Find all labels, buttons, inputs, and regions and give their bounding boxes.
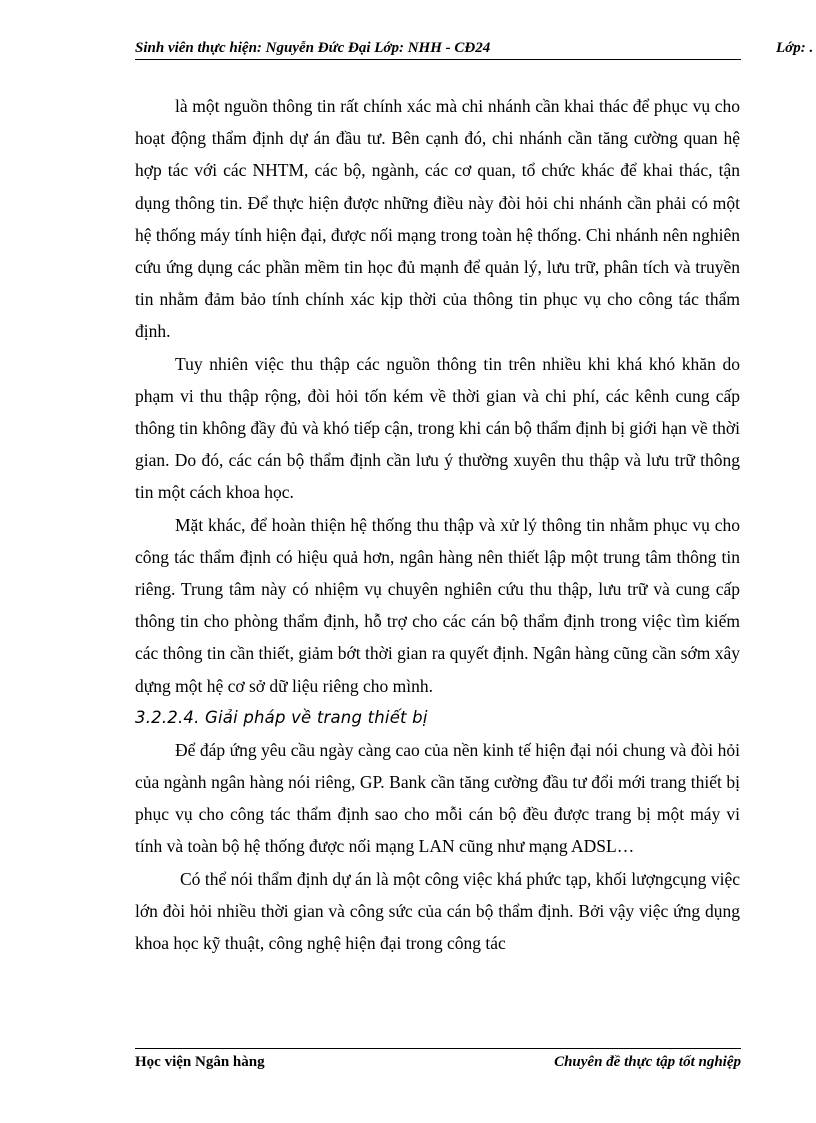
header-rule xyxy=(135,59,741,60)
body-paragraph-3: Mặt khác, để hoàn thiện hệ thống thu thập và xử lý thông tin nhằm phục vụ cho công tác thẩm định có hiệu quả hơn, ngân hàng nên thiết lập một trung tâm thông tin riêng. Trung tâm này có nhiệm vụ chuyên nghiên cứu thu thập, lưu trữ và cung cấp thông tin cho phòng thẩm định, hỗ trợ cho các cán bộ thẩm định trong việc tìm kiếm các thông tin cần thiết, giảm bớt thời gian ra quyết định. Ngân hàng cũng cần sớm xây dựng một hệ cơ sở dữ liệu riêng cho mình. xyxy=(135,514,740,696)
document-body xyxy=(135,90,740,959)
body-paragraph-4: Để đáp ứng yêu cầu ngày càng cao của nền kinh tế hiện đại nói chung và đòi hỏi của ngành ngân hàng nói riêng, GP. Bank cần tăng cường đầu tư đổi mới trang thiết bị phục vụ cho công tác thẩm định sao cho mỗi cán bộ đều được trang bị một máy vi tính và toàn bộ hệ thống được nối mạng LAN cũng như mạng ADSL… xyxy=(135,739,740,857)
footer-document-type: Chuyên đề thực tập tốt nghiệp xyxy=(554,1054,741,1070)
section-heading: 3.2.2.4. Giải pháp về trang thiết bị xyxy=(135,707,428,727)
footer-rule xyxy=(135,1048,741,1049)
body-paragraph-1: là một nguồn thông tin rất chính xác mà chi nhánh cần khai thác để phục vụ cho hoạt động thẩm định dự án đầu tư. Bên cạnh đó, chi nhánh cần tăng cường quan hệ hợp tác với các NHTM, các bộ, ngành, các cơ quan, tổ chức khác để khai thác, tận dụng thông tin. Để thực hiện được những điều này đòi hỏi chi nhánh cần phải có một hệ thống máy tính hiện đại, được nối mạng trong toàn hệ thống. Chi nhánh nên nghiên cứu ứng dụng các phần mềm tin học đủ mạnh để quản lý, lưu trữ, phân tích và truyền tin nhằm đảm bảo tính chính xác kịp thời của thông tin phục vụ cho công tác thẩm định. xyxy=(135,96,740,342)
body-paragraph-5: Có thể nói thẩm định dự án là một công việc khá phức tạp, khối lượngcụng việc lớn đòi hỏi nhiều thời gian và công sức của cán bộ thẩm định. Bởi vậy việc ứng dụng khoa học kỹ thuật, công nghệ hiện đại trong công tác xyxy=(135,868,740,954)
footer-institution: Học viện Ngân hàng xyxy=(135,1054,265,1070)
header-student-info: Sinh viên thực hiện: Nguyễn Đức Đại Lớp: NHH - CĐ24 xyxy=(135,40,491,56)
header-class-label: Lớp: . xyxy=(776,40,814,56)
body-paragraph-2: Tuy nhiên việc thu thập các nguồn thông tin trên nhiều khi khá khó khăn do phạm vi thu thập rộng, đòi hỏi tốn kém về thời gian và chi phí, các kênh cung cấp thông tin không đầy đủ và khó tiếp cận, trong khi cán bộ thẩm định bị giới hạn về thời gian. Do đó, các cán bộ thẩm định cần lưu ý thường xuyên thu thập và lưu trữ thông tin một cách khoa học. xyxy=(135,353,740,503)
